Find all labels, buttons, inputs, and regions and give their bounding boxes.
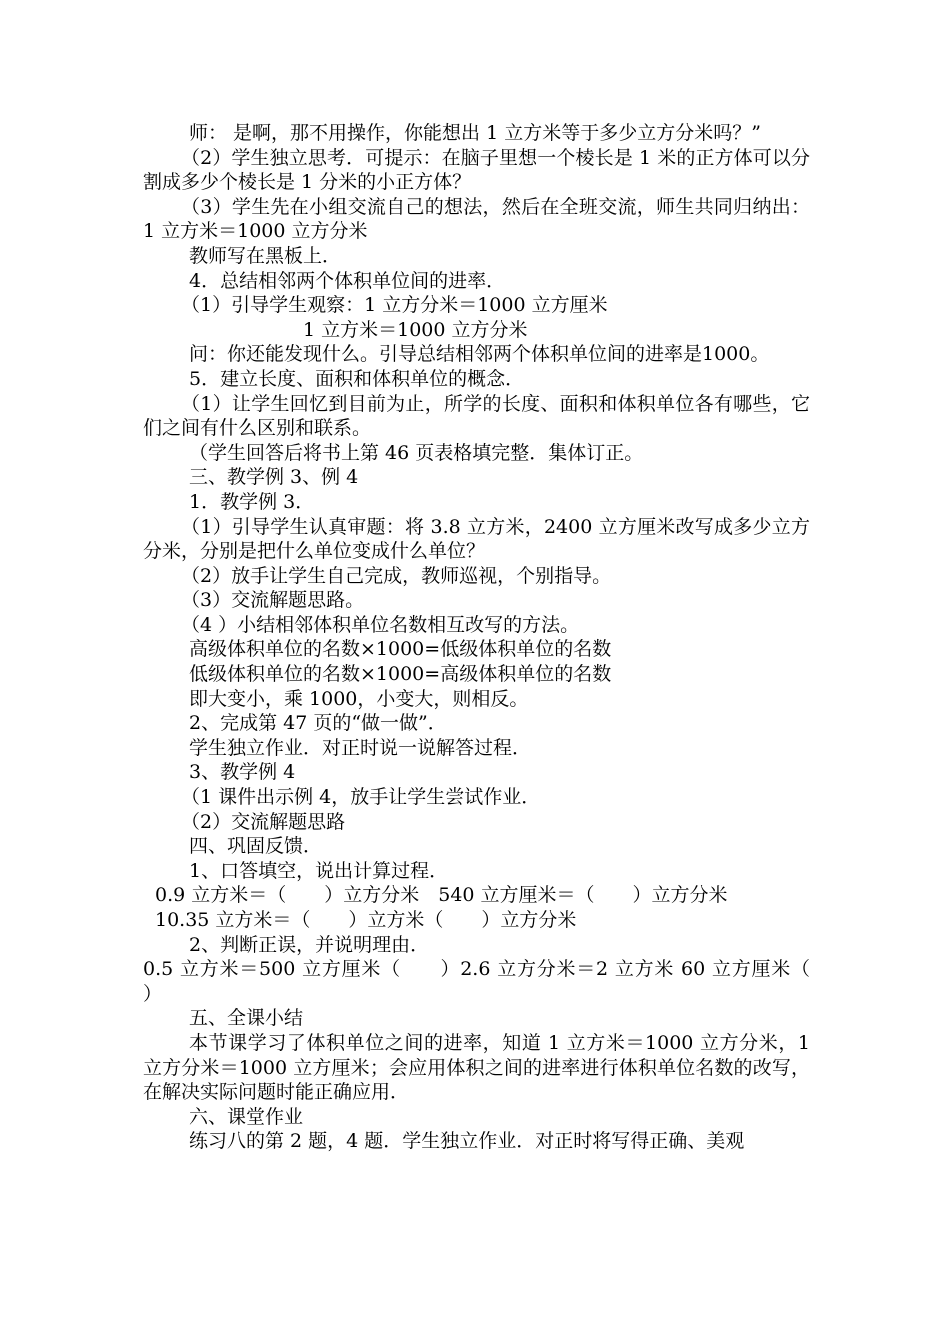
text-paragraph: 练习八的第 2 题，4 题．学生独立作业．对正时将写得正确、美观	[189, 1130, 745, 1153]
section-heading: 三、教学例 3、例 4	[189, 466, 359, 489]
section-heading: 2、判断正误，并说明理由．	[189, 933, 430, 956]
section-heading: 五、全课小结	[189, 1007, 304, 1030]
step-paragraph: （3）交流解题思路。	[181, 589, 365, 612]
section-heading: 4．总结相邻两个体积单位间的进率．	[189, 269, 506, 292]
step-paragraph: （1）引导学生观察：1 立方分米＝1000 立方厘米	[181, 294, 608, 317]
formula-line: 高级体积单位的名数×1000=低级体积单位的名数	[189, 638, 612, 661]
dialogue-paragraph: 师： 是啊，那不用操作，你能想出 1 立方米等于多少立方分米吗？”	[189, 122, 761, 144]
step-paragraph: （1）引导学生认真审题：将 3.8 立方米，2400 立方厘米改写成多少立方分米，分别是把什么单位变成什么单位？	[143, 515, 810, 563]
text-paragraph: （学生回答后将书上第 46 页表格填完整．集体订正。	[189, 441, 644, 464]
summary-paragraph: 本节课学习了体积单位之间的进率，知道 1 立方米＝1000 立方分米，1 立方分米＝1000 立方厘米；会应用体积之间的进率进行体积单位名数的改写，在解决实际问题时能正确应用．	[143, 1031, 810, 1104]
exercise-line: 0.5 立方米＝500 立方厘米（ ）2.6 立方分米＝2 立方米 60 立方厘米（ ）	[143, 958, 849, 1005]
section-heading: 六、课堂作业	[189, 1105, 304, 1128]
text-paragraph: 问：你还能发现什么。引导总结相邻两个体积单位间的进率是1000。	[189, 343, 770, 366]
text-paragraph: 教师写在黑板上．	[189, 244, 342, 267]
document-page	[143, 121, 849, 1154]
step-paragraph: （2）放手让学生自己完成，教师巡视，个别指导。	[181, 564, 612, 587]
exercise-line: 0.9 立方米＝（ ）立方分米 540 立方厘米＝（ ）立方分米	[155, 884, 728, 907]
section-heading: 1．教学例 3．	[189, 490, 315, 513]
exercise-line: 10.35 立方米＝（ ）立方米（ ）立方分米	[155, 909, 577, 931]
section-heading: 3、教学例 4	[189, 761, 296, 784]
section-heading: 2、完成第 47 页的“做一做”．	[189, 712, 447, 735]
formula-line: 1 立方米＝1000 立方分米	[303, 318, 528, 341]
section-heading: 四、巩固反馈．	[189, 835, 323, 858]
step-paragraph: （2）交流解题思路	[181, 810, 346, 833]
step-paragraph: （1 课件出示例 4，放手让学生尝试作业．	[181, 786, 541, 809]
section-heading: 1、口答填空，说出计算过程．	[189, 859, 449, 882]
text-paragraph: 即大变小，乘 1000，小变大，则相反。	[189, 687, 529, 710]
step-paragraph: （2）学生独立思考．可提示：在脑子里想一个棱长是 1 米的正方体可以分割成多少个棱长是 1 分米的小正方体？	[143, 146, 810, 194]
text-paragraph: 学生独立作业．对正时说一说解答过程．	[189, 736, 532, 759]
step-paragraph: （4 ）小结相邻体积单位名数相互改写的方法。	[181, 613, 580, 636]
step-paragraph: （3）学生先在小组交流自己的想法，然后在全班交流，师生共同归纳出：1 立方米＝1000 立方分米	[143, 195, 810, 243]
section-heading: 5．建立长度、面积和体积单位的概念．	[189, 367, 525, 390]
formula-line: 低级体积单位的名数×1000=高级体积单位的名数	[189, 663, 612, 686]
step-paragraph: （1）让学生回忆到目前为止，所学的长度、面积和体积单位各有哪些，它们之间有什么区别和联系。	[143, 392, 810, 440]
